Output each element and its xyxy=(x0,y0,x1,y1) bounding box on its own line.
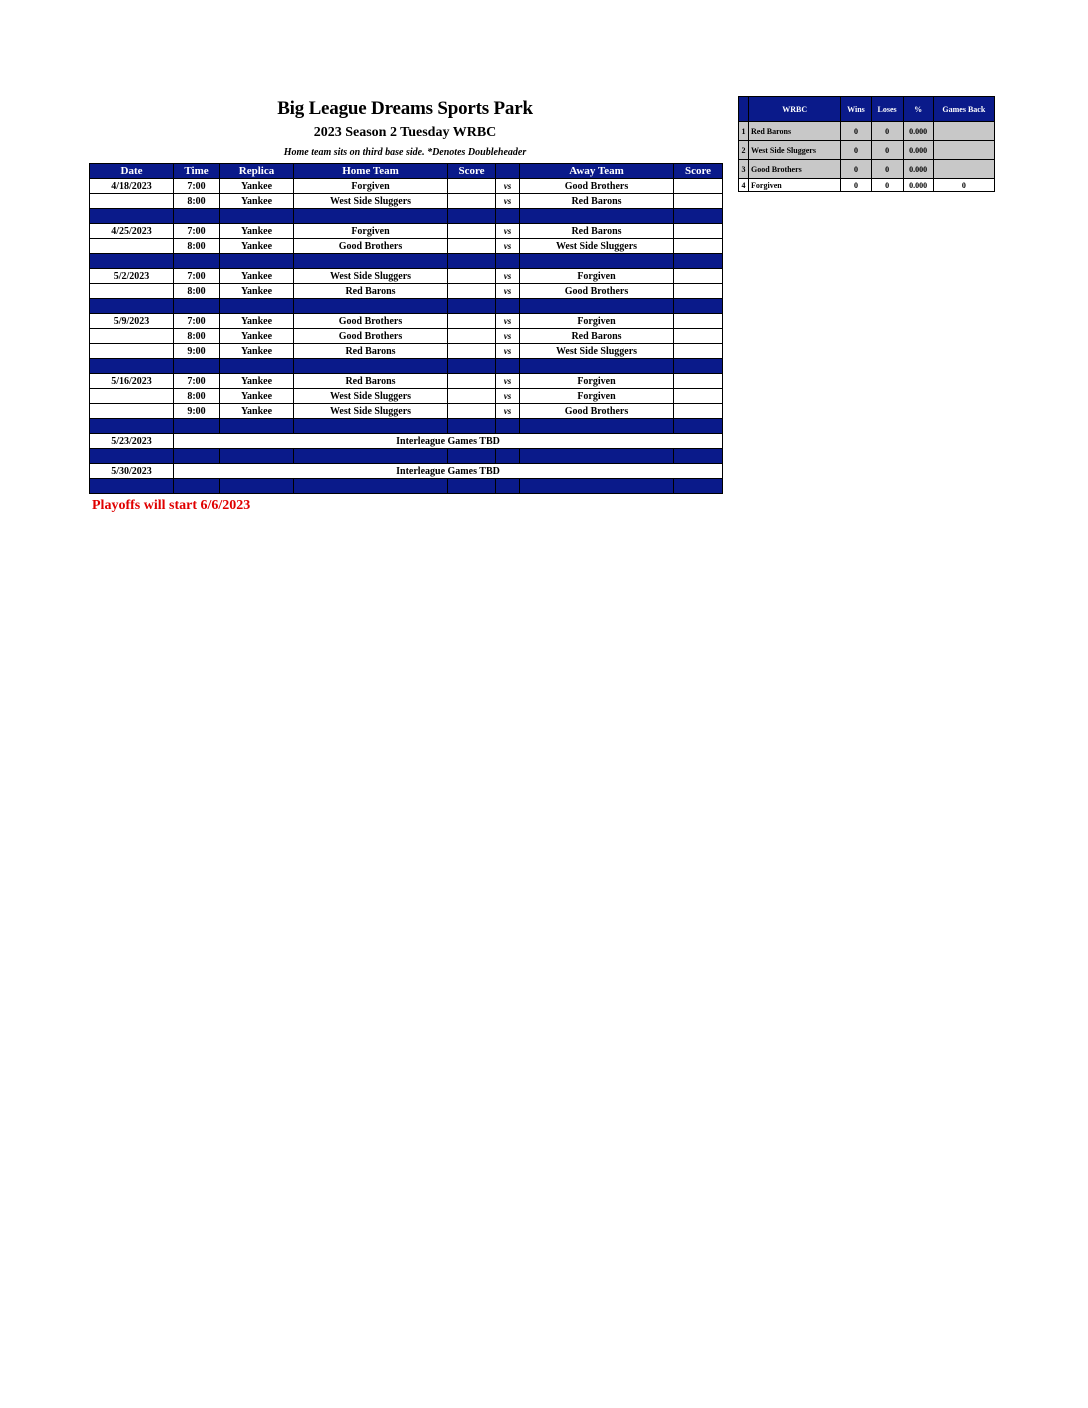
game-row xyxy=(90,224,723,239)
separator-cell xyxy=(520,209,674,224)
separator-cell xyxy=(674,419,723,434)
game-field: Yankee xyxy=(220,224,294,239)
game-row xyxy=(90,344,723,359)
standings-pct: 0.000 xyxy=(903,141,933,160)
game-date: 5/9/2023 xyxy=(90,314,174,329)
game-date xyxy=(90,389,174,404)
separator-cell xyxy=(496,359,520,374)
home-score xyxy=(448,269,496,284)
standings-wins: 0 xyxy=(841,160,871,179)
separator-cell xyxy=(220,479,294,494)
standings-col-loses: Loses xyxy=(871,97,903,122)
separator-cell xyxy=(174,479,220,494)
separator-cell xyxy=(90,299,174,314)
standings-games-back xyxy=(933,141,994,160)
away-score xyxy=(674,194,723,209)
away-score xyxy=(674,344,723,359)
away-team: Good Brothers xyxy=(520,179,674,194)
home-score xyxy=(448,239,496,254)
schedule-table xyxy=(89,163,723,494)
separator-cell xyxy=(294,254,448,269)
home-score xyxy=(448,329,496,344)
separator-cell xyxy=(674,359,723,374)
standings-body xyxy=(739,122,995,192)
standings-col-rank xyxy=(739,97,749,122)
vs-label: vs xyxy=(496,224,520,239)
separator-cell xyxy=(448,419,496,434)
game-field: Yankee xyxy=(220,374,294,389)
separator-cell xyxy=(294,209,448,224)
vs-label: vs xyxy=(496,284,520,299)
game-field: Yankee xyxy=(220,194,294,209)
standings-rank: 3 xyxy=(739,160,749,179)
col-date: Date xyxy=(90,164,174,179)
home-team: West Side Sluggers xyxy=(294,389,448,404)
game-time: 7:00 xyxy=(174,314,220,329)
separator-row xyxy=(90,479,723,494)
standings-loses: 0 xyxy=(871,160,903,179)
page-subtitle: 2023 Season 2 Tuesday WRBC xyxy=(313,125,497,140)
standings-loses: 0 xyxy=(871,179,903,192)
home-team: West Side Sluggers xyxy=(294,269,448,284)
separator-cell xyxy=(674,449,723,464)
game-row xyxy=(90,284,723,299)
playoffs-note: Playoffs will start 6/6/2023 xyxy=(92,498,251,513)
standings-wins: 0 xyxy=(841,179,871,192)
standings-pct: 0.000 xyxy=(903,122,933,141)
game-field: Yankee xyxy=(220,404,294,419)
separator-row xyxy=(90,419,723,434)
game-row xyxy=(90,404,723,419)
separator-row xyxy=(90,359,723,374)
standings-pct: 0.000 xyxy=(903,179,933,192)
game-time: 7:00 xyxy=(174,374,220,389)
standings-team: Good Brothers xyxy=(749,160,841,179)
separator-cell xyxy=(674,299,723,314)
schedule-body xyxy=(90,179,723,494)
separator-cell xyxy=(90,479,174,494)
game-time: 9:00 xyxy=(174,344,220,359)
game-row xyxy=(90,329,723,344)
away-team: West Side Sluggers xyxy=(520,344,674,359)
home-score xyxy=(448,194,496,209)
away-score xyxy=(674,269,723,284)
separator-cell xyxy=(520,479,674,494)
away-score xyxy=(674,284,723,299)
separator-cell xyxy=(674,254,723,269)
separator-cell xyxy=(174,449,220,464)
page-title: Big League Dreams Sports Park xyxy=(277,98,533,119)
game-date: 5/2/2023 xyxy=(90,269,174,284)
col-vs xyxy=(496,164,520,179)
separator-cell xyxy=(174,254,220,269)
game-date: 4/25/2023 xyxy=(90,224,174,239)
col-home-team: Home Team xyxy=(294,164,448,179)
home-score xyxy=(448,284,496,299)
game-date: 4/18/2023 xyxy=(90,179,174,194)
schedule-note: Home team sits on third base side. *Denotes Doubleheader xyxy=(283,147,527,158)
home-team: West Side Sluggers xyxy=(294,404,448,419)
game-date xyxy=(90,284,174,299)
home-team: Forgiven xyxy=(294,179,448,194)
game-field: Yankee xyxy=(220,179,294,194)
separator-cell xyxy=(496,254,520,269)
away-score xyxy=(674,404,723,419)
separator-cell xyxy=(496,209,520,224)
game-row xyxy=(90,179,723,194)
separator-cell xyxy=(220,449,294,464)
separator-cell xyxy=(294,299,448,314)
col-time: Time xyxy=(174,164,220,179)
vs-label: vs xyxy=(496,314,520,329)
home-team: Red Barons xyxy=(294,284,448,299)
col-home-score: Score xyxy=(448,164,496,179)
standings-row xyxy=(739,122,995,141)
separator-cell xyxy=(496,419,520,434)
separator-row xyxy=(90,254,723,269)
home-team: Forgiven xyxy=(294,224,448,239)
away-score xyxy=(674,374,723,389)
separator-cell xyxy=(448,209,496,224)
away-team: Good Brothers xyxy=(520,284,674,299)
separator-row xyxy=(90,209,723,224)
game-date xyxy=(90,329,174,344)
separator-cell xyxy=(220,209,294,224)
schedule-header-row xyxy=(90,164,723,179)
standings-col-wins: Wins xyxy=(841,97,871,122)
separator-cell xyxy=(90,209,174,224)
separator-cell xyxy=(220,254,294,269)
col-away-team: Away Team xyxy=(520,164,674,179)
separator-cell xyxy=(674,209,723,224)
game-time: 7:00 xyxy=(174,224,220,239)
vs-label: vs xyxy=(496,404,520,419)
game-date xyxy=(90,239,174,254)
interleague-text: Interleague Games TBD xyxy=(174,464,723,479)
col-replica: Replica xyxy=(220,164,294,179)
game-time: 8:00 xyxy=(174,284,220,299)
standings-games-back: 0 xyxy=(933,179,994,192)
separator-row xyxy=(90,449,723,464)
separator-cell xyxy=(174,299,220,314)
separator-cell xyxy=(496,449,520,464)
game-row xyxy=(90,374,723,389)
game-time: 7:00 xyxy=(174,269,220,284)
separator-cell xyxy=(294,449,448,464)
home-team: Good Brothers xyxy=(294,314,448,329)
separator-cell xyxy=(448,254,496,269)
home-team: Good Brothers xyxy=(294,239,448,254)
game-time: 8:00 xyxy=(174,194,220,209)
separator-cell xyxy=(520,254,674,269)
away-team: Forgiven xyxy=(520,269,674,284)
away-team: Forgiven xyxy=(520,314,674,329)
standings-header-row xyxy=(739,97,995,122)
away-team: Red Barons xyxy=(520,329,674,344)
separator-cell xyxy=(294,479,448,494)
standings-col-league: WRBC xyxy=(749,97,841,122)
standings-loses: 0 xyxy=(871,122,903,141)
vs-label: vs xyxy=(496,269,520,284)
separator-cell xyxy=(174,359,220,374)
away-team: Red Barons xyxy=(520,224,674,239)
away-team: Good Brothers xyxy=(520,404,674,419)
game-field: Yankee xyxy=(220,239,294,254)
interleague-date: 5/30/2023 xyxy=(90,464,174,479)
game-date: 5/16/2023 xyxy=(90,374,174,389)
separator-row xyxy=(90,299,723,314)
game-field: Yankee xyxy=(220,284,294,299)
interleague-row xyxy=(90,434,723,449)
away-score xyxy=(674,389,723,404)
game-time: 8:00 xyxy=(174,389,220,404)
standings-rank: 1 xyxy=(739,122,749,141)
away-team: Red Barons xyxy=(520,194,674,209)
vs-label: vs xyxy=(496,239,520,254)
standings-loses: 0 xyxy=(871,141,903,160)
standings-pct: 0.000 xyxy=(903,160,933,179)
game-date xyxy=(90,404,174,419)
standings-table xyxy=(738,96,995,192)
standings-rank: 2 xyxy=(739,141,749,160)
standings-team: Red Barons xyxy=(749,122,841,141)
vs-label: vs xyxy=(496,194,520,209)
interleague-row xyxy=(90,464,723,479)
separator-cell xyxy=(174,419,220,434)
separator-cell xyxy=(174,209,220,224)
game-field: Yankee xyxy=(220,389,294,404)
separator-cell xyxy=(220,299,294,314)
col-away-score: Score xyxy=(674,164,723,179)
separator-cell xyxy=(90,449,174,464)
standings-col-pct: % xyxy=(903,97,933,122)
interleague-text: Interleague Games TBD xyxy=(174,434,723,449)
standings-rank: 4 xyxy=(739,179,749,192)
away-score xyxy=(674,329,723,344)
game-time: 8:00 xyxy=(174,329,220,344)
standings-wins: 0 xyxy=(841,141,871,160)
interleague-date: 5/23/2023 xyxy=(90,434,174,449)
standings-col-games-back: Games Back xyxy=(933,97,994,122)
separator-cell xyxy=(496,479,520,494)
away-score xyxy=(674,239,723,254)
home-score xyxy=(448,344,496,359)
home-score xyxy=(448,389,496,404)
separator-cell xyxy=(90,419,174,434)
home-team: Red Barons xyxy=(294,344,448,359)
home-score xyxy=(448,374,496,389)
game-time: 7:00 xyxy=(174,179,220,194)
standings-row xyxy=(739,160,995,179)
home-score xyxy=(448,314,496,329)
home-team: West Side Sluggers xyxy=(294,194,448,209)
game-date xyxy=(90,194,174,209)
separator-cell xyxy=(520,419,674,434)
game-row xyxy=(90,239,723,254)
vs-label: vs xyxy=(496,329,520,344)
game-time: 8:00 xyxy=(174,239,220,254)
separator-cell xyxy=(294,359,448,374)
vs-label: vs xyxy=(496,389,520,404)
game-date xyxy=(90,344,174,359)
separator-cell xyxy=(90,359,174,374)
separator-cell xyxy=(220,359,294,374)
game-field: Yankee xyxy=(220,329,294,344)
standings-row xyxy=(739,141,995,160)
separator-cell xyxy=(448,359,496,374)
separator-cell xyxy=(520,449,674,464)
home-score xyxy=(448,179,496,194)
game-field: Yankee xyxy=(220,344,294,359)
game-time: 9:00 xyxy=(174,404,220,419)
standings-games-back xyxy=(933,122,994,141)
home-team: Good Brothers xyxy=(294,329,448,344)
standings-wins: 0 xyxy=(841,122,871,141)
game-row xyxy=(90,194,723,209)
away-score xyxy=(674,314,723,329)
away-score xyxy=(674,224,723,239)
vs-label: vs xyxy=(496,344,520,359)
away-team: West Side Sluggers xyxy=(520,239,674,254)
separator-cell xyxy=(520,299,674,314)
away-team: Forgiven xyxy=(520,374,674,389)
separator-cell xyxy=(448,299,496,314)
home-score xyxy=(448,404,496,419)
game-field: Yankee xyxy=(220,314,294,329)
separator-cell xyxy=(496,299,520,314)
standings-row xyxy=(739,179,995,192)
vs-label: vs xyxy=(496,374,520,389)
separator-cell xyxy=(448,479,496,494)
game-row xyxy=(90,314,723,329)
standings-team: West Side Sluggers xyxy=(749,141,841,160)
separator-cell xyxy=(448,449,496,464)
away-team: Forgiven xyxy=(520,389,674,404)
standings-games-back xyxy=(933,160,994,179)
standings-team: Forgiven xyxy=(749,179,841,192)
game-field: Yankee xyxy=(220,269,294,284)
separator-cell xyxy=(90,254,174,269)
separator-cell xyxy=(520,359,674,374)
away-score xyxy=(674,179,723,194)
home-team: Red Barons xyxy=(294,374,448,389)
home-score xyxy=(448,224,496,239)
vs-label: vs xyxy=(496,179,520,194)
game-row xyxy=(90,269,723,284)
game-row xyxy=(90,389,723,404)
separator-cell xyxy=(220,419,294,434)
separator-cell xyxy=(294,419,448,434)
separator-cell xyxy=(674,479,723,494)
